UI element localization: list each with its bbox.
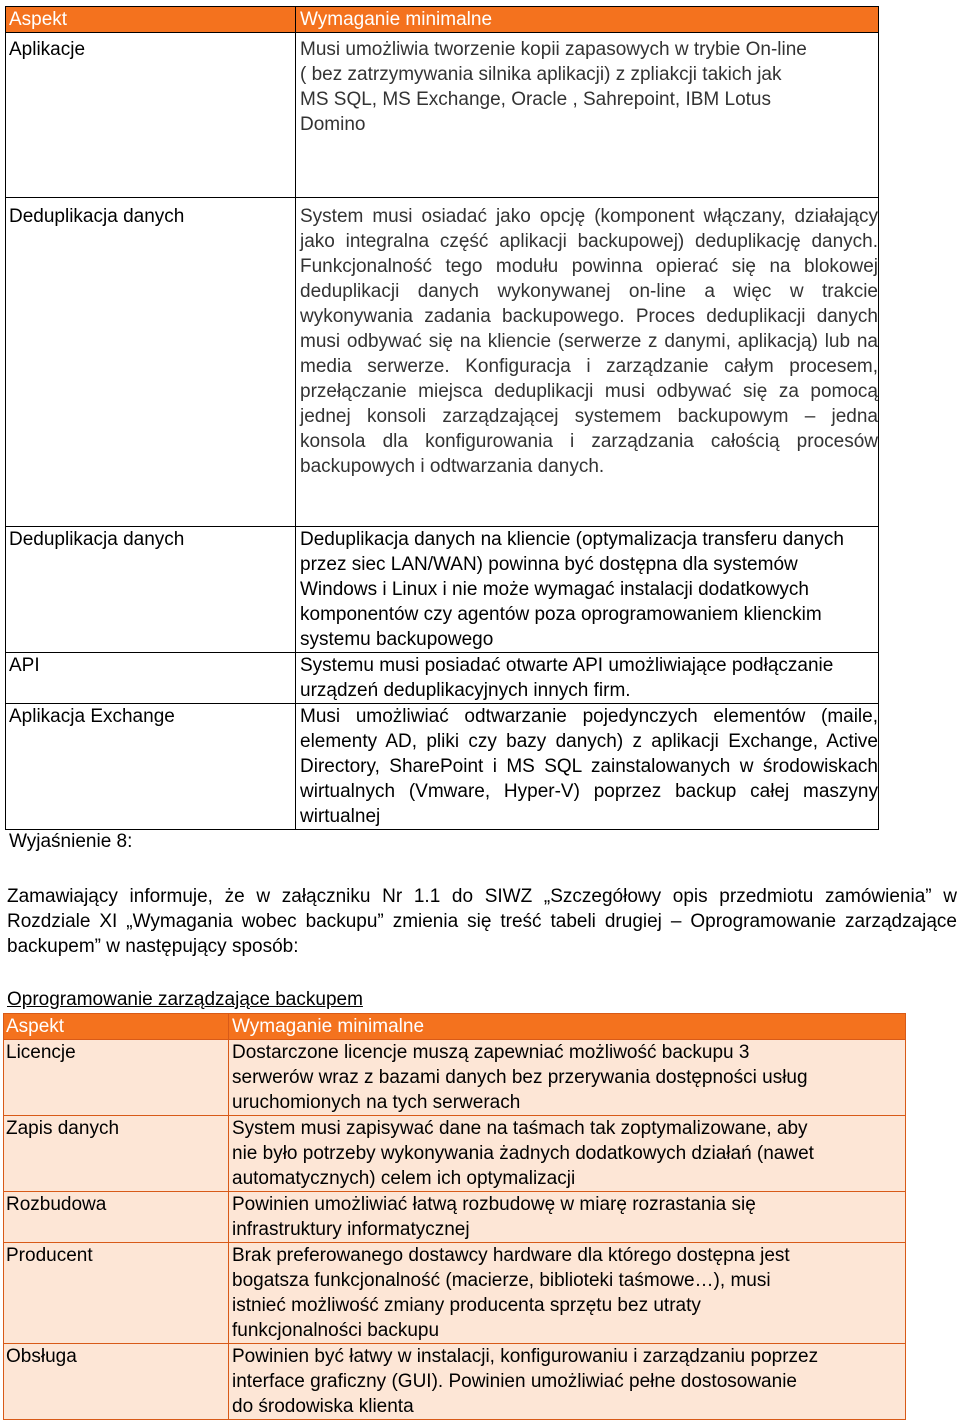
section-title: Oprogramowanie zarządzające backupem xyxy=(7,989,363,1010)
row-aspect: Producent xyxy=(4,1243,229,1344)
row-requirement: Deduplikacja danych na kliencie (optymalizacja transferu danych przez siec LAN/WAN) powinna być dostępna dla systemów Windows i Linux i nie może wymagać instalacji dodatkowych komponentów czy agentów poza oprogramowaniem klienckim systemu backupowego xyxy=(296,527,879,653)
table-row xyxy=(4,1192,906,1243)
row-requirement: Brak preferowanego dostawcy hardware dla którego dostępna jest bogatsza funkcjonalność (macierze, biblioteki taśmowe…), musi istnieć możliwość zmiany producenta sprzętu bez utraty funkcjonalności backupu xyxy=(229,1243,906,1344)
row-aspect: Deduplikacja danych xyxy=(6,527,296,653)
row-requirement: Dostarczone licencje muszą zapewniać możliwość backupu 3 serwerów wraz z bazami danych bez przerywania dostępności usług uruchomionych na tych serwerach xyxy=(229,1040,906,1116)
table-row xyxy=(4,1344,906,1420)
row-requirement: System musi zapisywać dane na taśmach tak zoptymalizowane, aby nie było potrzeby wykonywania żadnych dodatkowych działań (nawet automatycznych) celem ich optymalizacji xyxy=(229,1116,906,1192)
table-row xyxy=(6,198,879,527)
table-row xyxy=(6,653,879,704)
table-row xyxy=(4,1243,906,1344)
table-header-row xyxy=(6,7,879,33)
requirements-table-1 xyxy=(5,6,879,830)
header-requirement: Wymaganie minimalne xyxy=(229,1014,906,1040)
header-aspect: Aspekt xyxy=(6,7,296,33)
table-row xyxy=(4,1040,906,1116)
row-requirement: Musi umożliwiać odtwarzanie pojedynczych elementów (maile, elementy AD, pliki czy bazy danych) z aplikacji Exchange, Active Directory, SharePoint i MS SQL zainstalowanych w środowiskach wirtualnych (Vmware, Hyper-V) poprzez backup całej maszyny wirtualnej xyxy=(296,704,879,830)
explanation-title: Wyjaśnienie 8: xyxy=(9,831,133,852)
table-header-row xyxy=(4,1014,906,1040)
header-requirement: Wymaganie minimalne xyxy=(296,7,879,33)
row-aspect: Obsługa xyxy=(4,1344,229,1420)
row-aspect: Deduplikacja danych xyxy=(6,198,296,527)
table-row xyxy=(6,527,879,653)
row-requirement: Powinien być łatwy w instalacji, konfigurowaniu i zarządzaniu poprzez interface graficzny (GUI). Powinien umożliwiać pełne dostosowanie do środowiska klienta xyxy=(229,1344,906,1420)
table-row xyxy=(6,33,879,198)
explanation-text: Zamawiający informuje, że w załączniku Nr 1.1 do SIWZ „Szczegółowy opis przedmiotu zamówienia” w Rozdziale XI „Wymagania wobec backupu” zmienia się treść tabeli drugiej – Oprogramowanie zarządzające backupem” w następujący sposób: xyxy=(7,886,957,957)
row-requirement: System musi osiadać jako opcję (komponent włączany, działający jako integralna część aplikacji backupowej) deduplikację danych. Funkcjonalność tego modułu powinna opierać się na blokowej deduplikacji danych wykonywanej on-line a więc w trakcie wykonywania zadania backupowego. Proces deduplikacji danych musi odbywać się na kliencie (serwerze z danymi, aplikacją) lub na media serwerze. Konfiguracja i zarządzanie całym procesem, przełączanie miejsca deduplikacji musi odbywać się za pomocą jednej konsoli zarządzającej systemem backupowym – jedna konsola dla konfigurowania i zarządzania całością procesów backupowych i odtwarzania danych. xyxy=(296,198,879,527)
table-row xyxy=(4,1116,906,1192)
row-aspect: Rozbudowa xyxy=(4,1192,229,1243)
row-requirement: Systemu musi posiadać otwarte API umożliwiające podłączanie urządzeń deduplikacyjnych innych firm. xyxy=(296,653,879,704)
row-requirement: Powinien umożliwiać łatwą rozbudowę w miarę rozrastania się infrastruktury informatycznej xyxy=(229,1192,906,1243)
row-requirement: Musi umożliwia tworzenie kopii zapasowych w trybie On-line ( bez zatrzymywania silnika aplikacji) z zpliakcji takich jak MS SQL, MS Exchange, Oracle , Sahrepoint, IBM Lotus Domino xyxy=(296,33,879,198)
row-aspect: Aplikacja Exchange xyxy=(6,704,296,830)
row-aspect: Aplikacje xyxy=(6,33,296,198)
header-aspect: Aspekt xyxy=(4,1014,229,1040)
requirements-table-2 xyxy=(3,1013,906,1420)
row-aspect: Licencje xyxy=(4,1040,229,1116)
table-row xyxy=(6,704,879,830)
row-aspect: API xyxy=(6,653,296,704)
row-aspect: Zapis danych xyxy=(4,1116,229,1192)
